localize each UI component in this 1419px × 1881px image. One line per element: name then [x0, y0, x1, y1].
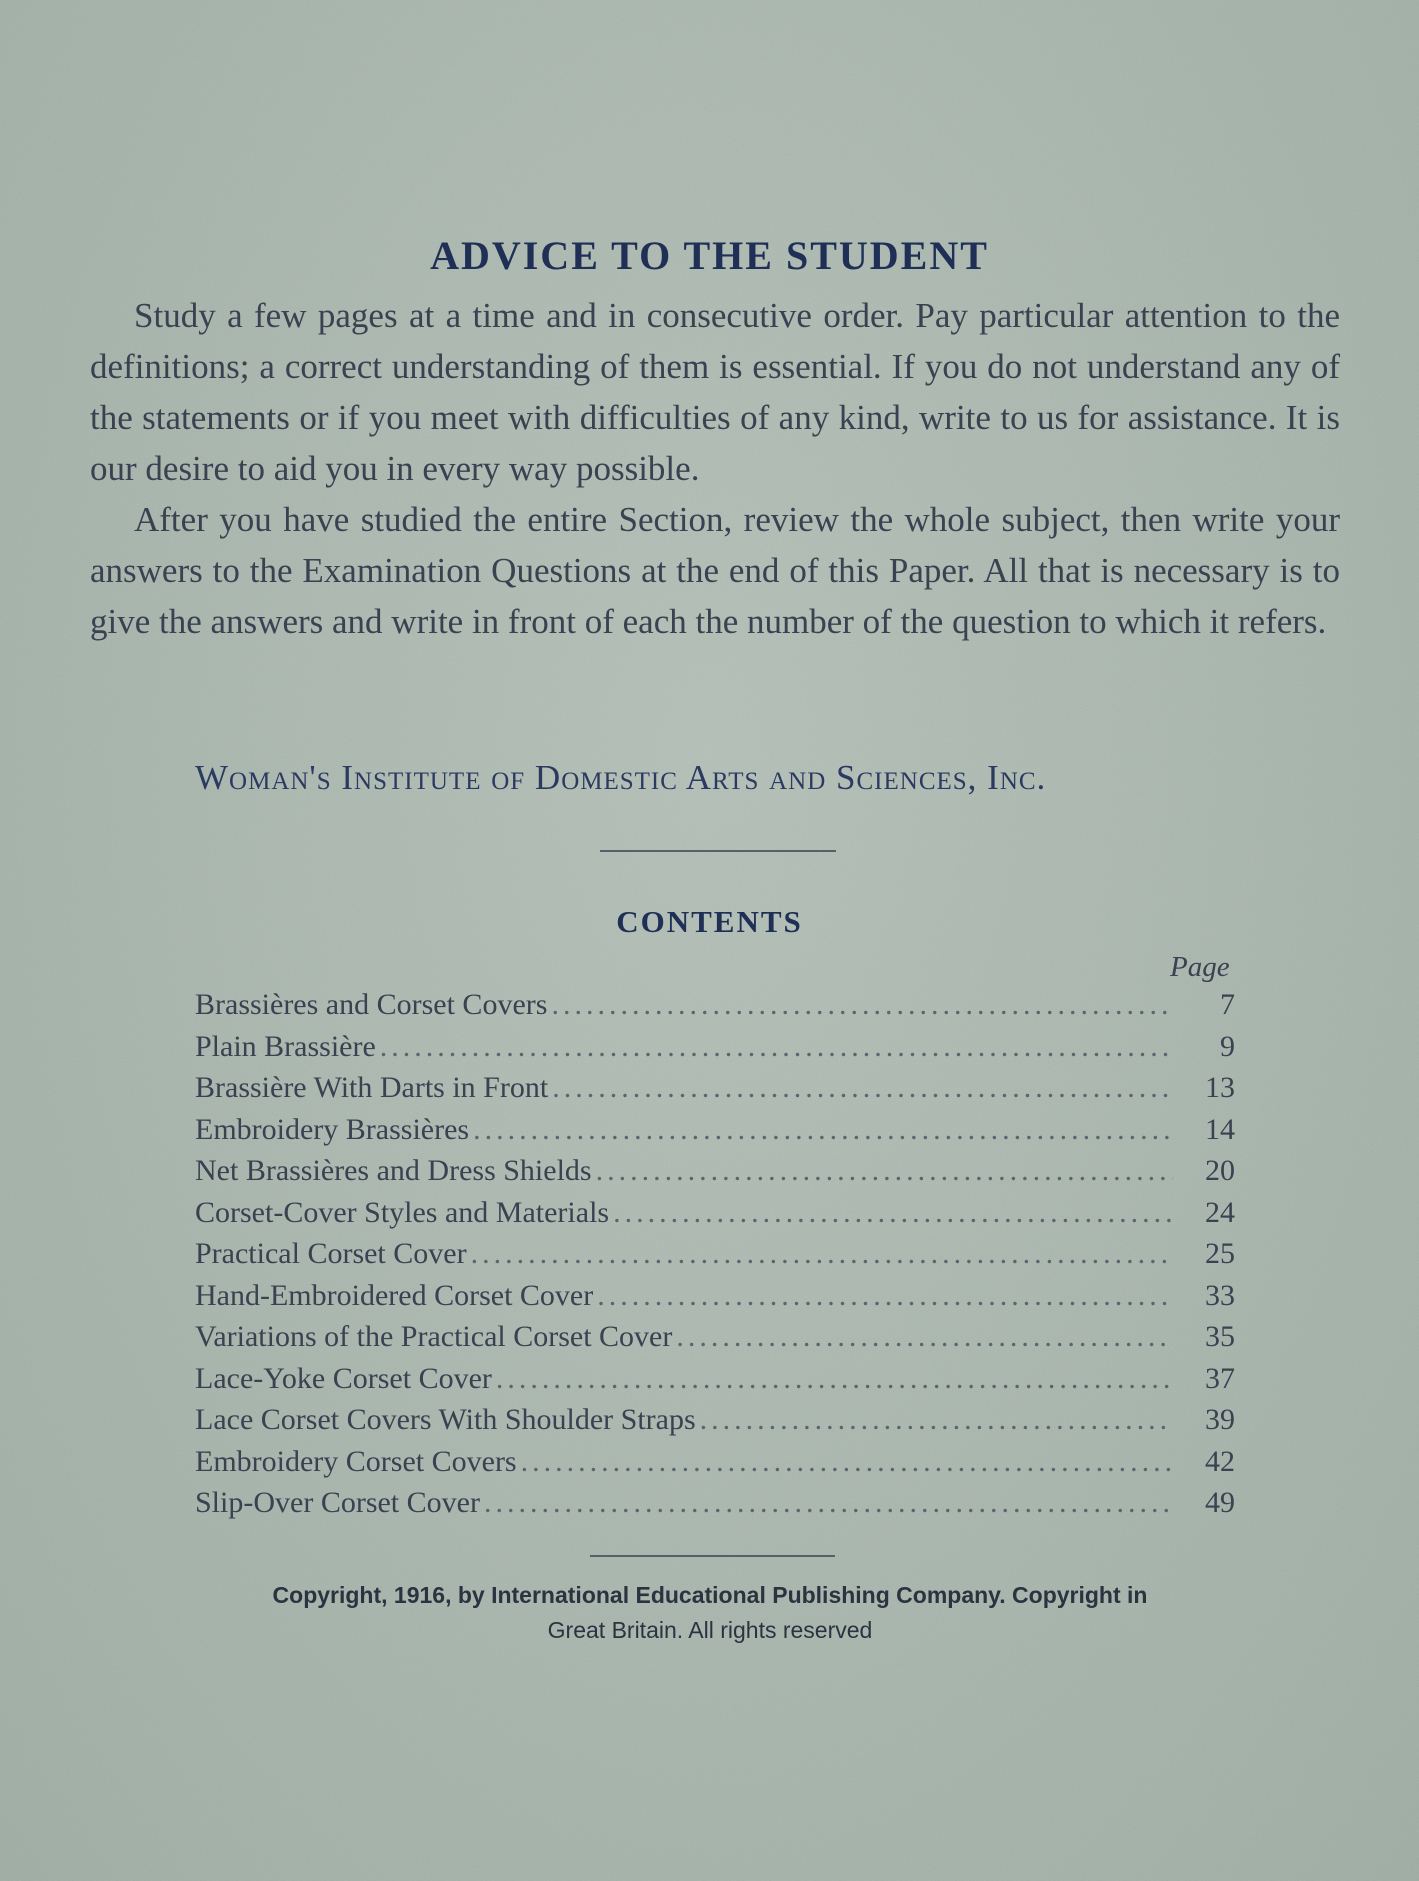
- toc-page-number: 39: [1205, 1403, 1235, 1436]
- toc-label: Corset-Cover Styles and Materials: [195, 1195, 610, 1229]
- toc-row: [195, 1030, 1235, 1072]
- advice-body: [90, 290, 1340, 647]
- toc-leader-dots: [473, 1113, 1173, 1147]
- toc-label: Embroidery Brassières: [195, 1112, 470, 1146]
- toc-label: Lace-Yoke Corset Cover: [195, 1361, 492, 1395]
- toc-page-number: 14: [1205, 1112, 1235, 1146]
- toc-row: [195, 1362, 1235, 1404]
- divider-bottom: [590, 1555, 835, 1557]
- toc-label: Hand-Embroidered Corset Cover: [195, 1278, 594, 1312]
- toc-leader-dots: [551, 988, 1173, 1022]
- toc-leader-dots: [613, 1196, 1173, 1230]
- toc-row: [195, 1279, 1235, 1321]
- toc-leader-dots: [552, 1071, 1173, 1105]
- toc-row: [195, 1113, 1235, 1155]
- toc-page-number: 25: [1205, 1237, 1235, 1270]
- toc-leader-dots: [496, 1362, 1173, 1396]
- toc-leader-dots: [380, 1030, 1173, 1064]
- toc-page-number: 7: [1220, 988, 1235, 1021]
- copyright-notice: [110, 1578, 1310, 1648]
- toc-row: [195, 1403, 1235, 1445]
- page-column-label: Page: [1170, 951, 1230, 983]
- toc-leader-dots: [596, 1154, 1173, 1188]
- toc-leader-dots: [597, 1279, 1173, 1313]
- toc-leader-dots: [484, 1486, 1173, 1520]
- toc-leader-dots: [676, 1320, 1173, 1354]
- toc-page-number: 9: [1220, 1029, 1235, 1063]
- toc-page-number: 20: [1205, 1154, 1235, 1187]
- toc-leader-dots: [471, 1237, 1173, 1271]
- toc-page-number: 13: [1205, 1071, 1235, 1104]
- toc-page-number: 49: [1205, 1486, 1235, 1519]
- copyright-line-1: Copyright, 1916, by International Educational Publishing Company. Copyright in: [272, 1582, 1148, 1608]
- contents-title: CONTENTS: [616, 904, 803, 939]
- toc-label: Brassière With Darts in Front: [195, 1071, 549, 1104]
- toc-row: [195, 1320, 1235, 1362]
- advice-paragraph-1: Study a few pages at a time and in consecutive order. Pay particular attention to the definitions; a correct understanding of them is essential. If you do not understand any of the statements or if you meet with difficulties of any kind, write to us for assistance. It is our desire to aid you in every way possible.: [90, 296, 1340, 488]
- toc-label: Variations of the Practical Corset Cover: [195, 1320, 673, 1353]
- toc-page-number: 42: [1205, 1444, 1235, 1478]
- toc-leader-dots: [700, 1403, 1173, 1437]
- toc-row: [195, 1237, 1235, 1279]
- toc-label: Embroidery Corset Covers: [195, 1444, 517, 1478]
- toc-page-number: 33: [1205, 1278, 1235, 1312]
- toc-page-number: 37: [1205, 1361, 1235, 1395]
- toc-label: Slip-Over Corset Cover: [195, 1486, 480, 1519]
- copyright-line-2: Great Britain. All rights reserved: [547, 1617, 873, 1643]
- toc-label: Lace Corset Covers With Shoulder Straps: [195, 1403, 696, 1436]
- toc-label: Plain Brassière: [195, 1029, 376, 1063]
- toc-page-number: 24: [1205, 1195, 1235, 1229]
- table-of-contents: [195, 988, 1235, 1528]
- toc-label: Practical Corset Cover: [195, 1237, 467, 1270]
- toc-label: Brassières and Corset Covers: [195, 988, 548, 1021]
- institute-signature: Woman's Institute of Domestic Arts and Sciences, Inc.: [195, 758, 1047, 797]
- toc-row: [195, 1154, 1235, 1196]
- toc-row: [195, 1445, 1235, 1487]
- toc-row: [195, 1486, 1235, 1528]
- toc-row: [195, 988, 1235, 1030]
- advice-paragraph-2: After you have studied the entire Section, review the whole subject, then write your answers to the Examination Questions at the end of this Paper. All that is necessary is to give the answers and write in front of each the number of the question to which it refers.: [90, 500, 1340, 641]
- toc-label: Net Brassières and Dress Shields: [195, 1154, 592, 1187]
- toc-leader-dots: [521, 1445, 1173, 1479]
- toc-row: [195, 1071, 1235, 1113]
- advice-title: ADVICE TO THE STUDENT: [430, 233, 989, 278]
- divider-top: [600, 850, 836, 852]
- toc-page-number: 35: [1205, 1320, 1235, 1353]
- toc-row: [195, 1196, 1235, 1238]
